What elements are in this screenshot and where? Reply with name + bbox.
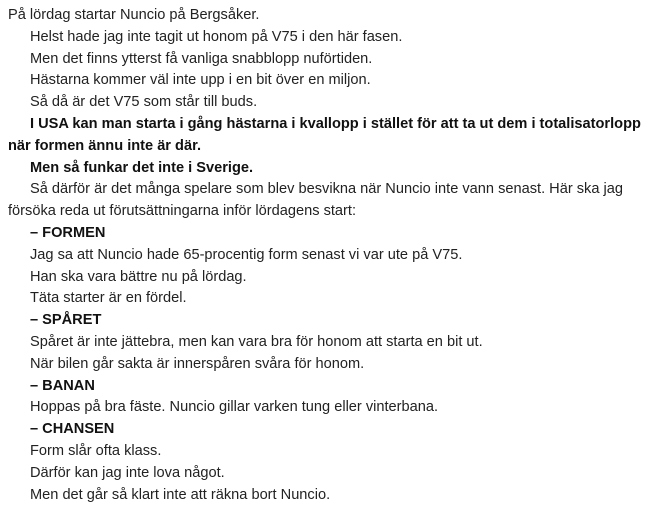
section-line: Men det går så klart inte att räkna bort Nuncio. [30,486,331,503]
bold-paragraph: Men så funkar det inte i Sverige. [30,159,254,176]
section-heading-banan: – BANAN [30,377,95,394]
section-line: Form slår ofta klass. [30,442,162,459]
section-line: Hoppas på bra fäste. Nuncio gillar varken tung eller vinterbana. [30,399,439,416]
section-line: Därför kan jag inte lova något. [30,464,225,481]
section-heading-chansen: – CHANSEN [30,421,115,438]
bold-paragraph: I USA kan man starta i gång hästarna i kvallopp i stället för att ta ut dem i totalisatorlopp när formen ännu inte är där. [8,115,641,154]
article-body [8,5,648,506]
section-line: Täta starter är en fördel. [30,290,187,307]
paragraph: Hästarna kommer väl inte upp i en bit över en miljon. [30,72,371,89]
section-line: När bilen går sakta är innerspåren svåra för honom. [30,355,365,372]
section-line: Spåret är inte jättebra, men kan vara bra för honom att starta en bit ut. [30,333,483,350]
section-line: Jag sa att Nuncio hade 65-procentig form senast vi var ute på V75. [30,246,463,263]
section-line: Han ska vara bättre nu på lördag. [30,268,247,285]
intro-paragraph: På lördag startar Nuncio på Bergsåker. [8,7,260,23]
paragraph: Men det finns ytterst få vanliga snabblopp nuförtiden. [30,50,373,67]
paragraph: Så därför är det många spelare som blev besvikna när Nuncio inte vann senast. Här ska jag försöka reda ut förutsättningarna inför lördagens start: [8,181,623,220]
paragraph: Så då är det V75 som står till buds. [30,94,258,111]
paragraph: Helst hade jag inte tagit ut honom på V75 i den här fasen. [30,28,403,45]
section-heading-sparet: – SPÅRET [30,312,102,329]
section-heading-formen: – FORMEN [30,224,106,241]
